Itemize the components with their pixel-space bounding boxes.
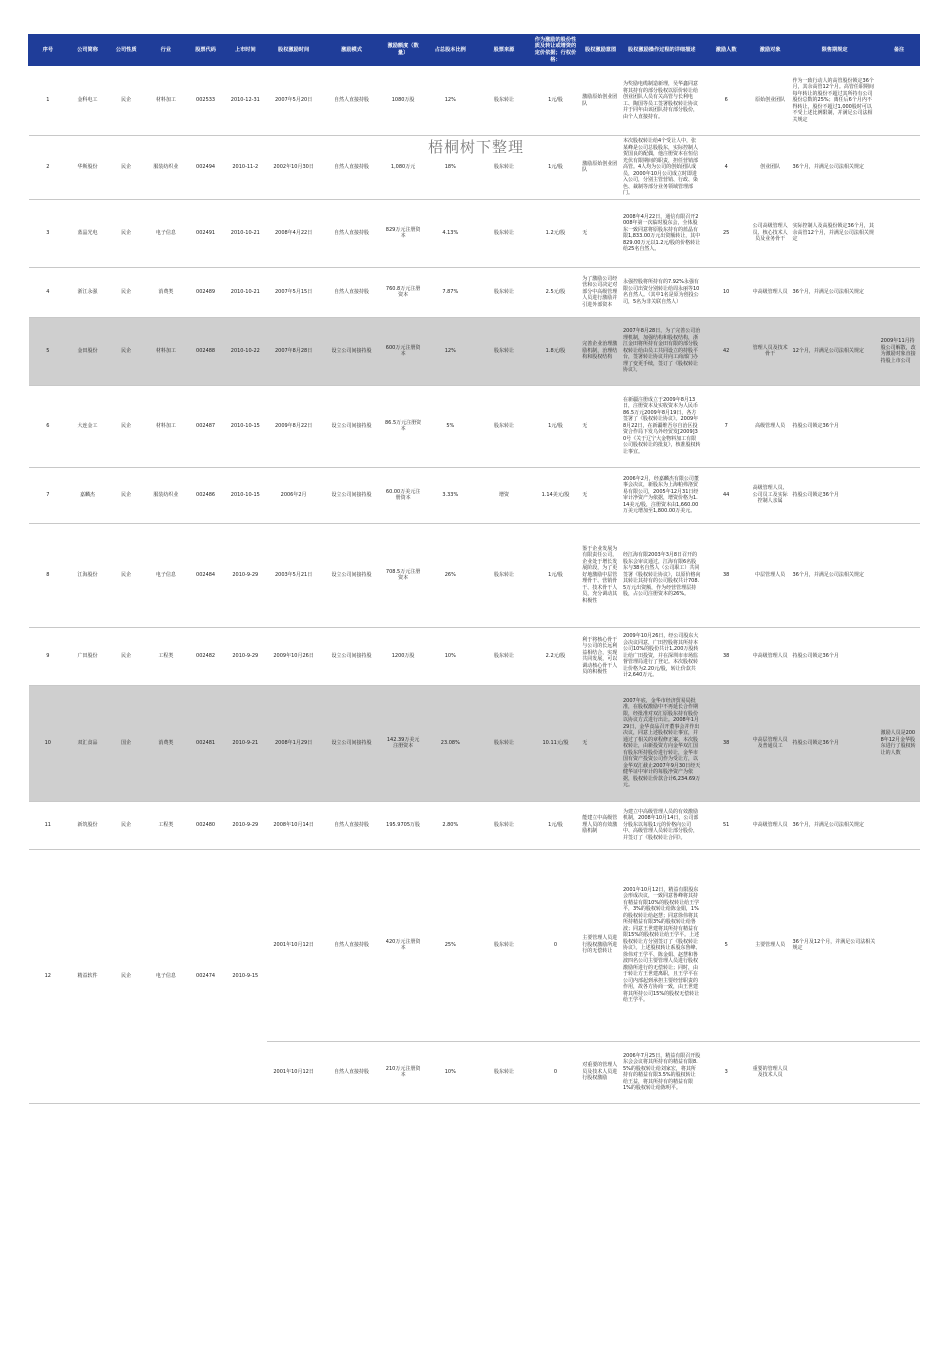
column-header: 限售期规定 <box>791 35 879 66</box>
cell-code: 002488 <box>187 317 223 385</box>
cell-industry: 电子信息 <box>144 199 187 267</box>
cell-count: 10 <box>703 267 750 317</box>
cell-no: 2 <box>29 136 68 200</box>
cell-amount: 195.9705万股 <box>383 801 424 849</box>
cell-industry: 消费类 <box>144 685 187 801</box>
cell-code: 002533 <box>187 66 223 136</box>
cell-price: 1元/股 <box>531 801 580 849</box>
cell-ratio: 4.13% <box>423 199 477 267</box>
cell-count: 7 <box>703 385 750 467</box>
cell-ratio: 26% <box>423 523 477 627</box>
cell-mode: 自然人直接持股 <box>320 849 382 1041</box>
cell-listed: 2010-9-15 <box>224 849 267 1103</box>
cell-name: 金科电工 <box>67 66 108 136</box>
cell-lock <box>791 1041 879 1103</box>
cell-name: 华斯股份 <box>67 136 108 200</box>
cell-lock: 作为一致行动人的高管股份锁定36个月，其余高管12个月。高管任职期间每年转让的股份不超过其所持有公司股份总数的25%；离任后6个月内不得转让，股份不超过1,000股时可以不受上述比例限制，并满足公司法相关规定 <box>791 66 879 136</box>
cell-industry: 消费类 <box>144 267 187 317</box>
cell-intent: 无 <box>580 685 621 801</box>
cell-ratio: 18% <box>423 136 477 200</box>
cell-intent: 无 <box>580 199 621 267</box>
cell-mode: 设立公司间接持股 <box>320 627 382 685</box>
cell-industry: 电子信息 <box>144 849 187 1103</box>
cell-nature: 民企 <box>108 199 144 267</box>
cell-name: 浙江永强 <box>67 267 108 317</box>
cell-time: 2007年5月20日 <box>267 66 321 136</box>
cell-intent: 为了激励公司经营和公司决定对部分中高级管理人员进行激励并引进外部资本 <box>580 267 621 317</box>
table-row <box>29 685 920 801</box>
cell-time: 2009年8月22日 <box>267 385 321 467</box>
incentive-table <box>28 34 920 1104</box>
cell-desc: 永强控股将所持有的7.92%永强有限公司出资分别转让给周永丽等10名自然人。（其中1名是原为创投公司，5名为非关联自然人） <box>621 267 703 317</box>
cell-desc: 本次股权转让给4个受让人中，张某峰是公司总股股东，实际控制人贺国良的配偶，他注册资本在恒信光伏有限期间的职责，担任营销部高管。4人均为公司的创始团队成员，2000年10月公司成立时即进入公司，分别主管营销、行政、染色、裁制等部分业务领域管理部门。 <box>621 136 703 200</box>
table-row <box>29 199 920 267</box>
cell-desc: 为建立中高级管理人员的有效激励机制，2008年10月14日，公司部分股东以每股1元的价格向公司中、高级管理人员转让部分股份，并签订了《股权转让合同》。 <box>621 801 703 849</box>
table-row <box>29 267 920 317</box>
cell-count: 38 <box>703 627 750 685</box>
cell-price: 2.2元/股 <box>531 627 580 685</box>
cell-note <box>879 136 920 200</box>
cell-code: 002489 <box>187 267 223 317</box>
cell-count: 6 <box>703 66 750 136</box>
cell-target: 高级管理人员、公司员工及实际控制人亲属 <box>750 467 791 523</box>
cell-source: 增资 <box>477 467 531 523</box>
column-header: 激励模式 <box>320 35 382 66</box>
cell-amount: 210万元注册资本 <box>383 1041 424 1103</box>
cell-time: 2007年5月15日 <box>267 267 321 317</box>
cell-source: 股东转让 <box>477 849 531 1041</box>
cell-listed: 2010-9-29 <box>224 523 267 627</box>
cell-no: 12 <box>29 849 68 1103</box>
cell-no: 3 <box>29 199 68 267</box>
watermark: 梧桐树下整理 <box>428 138 525 156</box>
cell-time: 2006年2月 <box>267 467 321 523</box>
cell-source: 股东转让 <box>477 267 531 317</box>
cell-no: 7 <box>29 467 68 523</box>
cell-ratio: 12% <box>423 66 477 136</box>
cell-desc: 2006年2月，经嘉麟杰有限公司董事会决议，新股东为上海帕弗洛贸易有限公司，2005年12月31日经审计净资产为依据，增资价格为1.14美元/股，注册资本由1,660.00万美元增加至1,800.00万美元。 <box>621 467 703 523</box>
cell-listed: 2010-9-29 <box>224 627 267 685</box>
cell-ratio: 3.33% <box>423 467 477 523</box>
cell-price: 1.8元/股 <box>531 317 580 385</box>
cell-desc: 2009年10月26日，经公司股东大会决议同意，广田控股将其所持本公司10%的股份共计1,200万股转让给广田投资，并在深圳市市场监督管理局进行了登记。本次股权转让价格为2.20元/股，转让价款共计2,640万元。 <box>621 627 703 685</box>
cell-lock: 36个月，并满足公司法相关规定 <box>791 523 879 627</box>
cell-nature: 民企 <box>108 627 144 685</box>
cell-name: 嘉麟杰 <box>67 467 108 523</box>
cell-source: 股东转让 <box>477 1041 531 1103</box>
cell-name: 大连金工 <box>67 385 108 467</box>
cell-nature: 民企 <box>108 267 144 317</box>
cell-time: 2009年10月26日 <box>267 627 321 685</box>
column-header: 公司简称 <box>67 35 108 66</box>
cell-industry: 材料加工 <box>144 385 187 467</box>
cell-mode: 自然人直接持股 <box>320 801 382 849</box>
column-header: 股权激励操作过程的详细描述 <box>621 35 703 66</box>
cell-ratio: 12% <box>423 317 477 385</box>
cell-mode: 设立公司间接持股 <box>320 523 382 627</box>
cell-code: 002487 <box>187 385 223 467</box>
cell-mode: 设立公司间接持股 <box>320 317 382 385</box>
cell-name: 金田股份 <box>67 317 108 385</box>
cell-amount: 1200万股 <box>383 627 424 685</box>
cell-target: 中高级管理人员 <box>750 627 791 685</box>
column-header: 公司性质 <box>108 35 144 66</box>
cell-target: 创业团队 <box>750 136 791 200</box>
cell-ratio: 5% <box>423 385 477 467</box>
cell-price: 1元/股 <box>531 136 580 200</box>
cell-price: 0 <box>531 1041 580 1103</box>
cell-source: 股东转让 <box>477 385 531 467</box>
cell-nature: 民企 <box>108 801 144 849</box>
cell-listed: 2010-10-15 <box>224 467 267 523</box>
cell-lock: 36个月，并满足公司法相关规定 <box>791 136 879 200</box>
column-header: 序号 <box>29 35 68 66</box>
cell-target: 公司高级管理人员、核心技术人员及业务骨干 <box>750 199 791 267</box>
cell-intent: 激励原始创业团队 <box>580 66 621 136</box>
column-header: 股票来源 <box>477 35 531 66</box>
cell-target: 中层管理人员 <box>750 523 791 627</box>
cell-source: 股东转让 <box>477 136 531 200</box>
cell-listed: 2010-10-21 <box>224 199 267 267</box>
table-row <box>29 627 920 685</box>
cell-count: 5 <box>703 849 750 1041</box>
cell-mode: 设立公司间接持股 <box>320 385 382 467</box>
cell-intent: 能建立中高级管理人员的有效激励机制 <box>580 801 621 849</box>
cell-desc: 2001年10月12日，精益有限股东会形成决议，一致同意鲁峰将其持有精益有限10%的股权转让给王学平，3%的股权转让给陈金娟，1%的股权转让给赵慧；同意徐伟将其所持精益有限3%的股权转让给鲁波；同意王世建将其所持有精益有限15%的股权转让给王学平。上述股权转让方分别签订了《股权转让协议》。上述股权转让系股东鲁峰、徐伟对王学平、陈金娟、赵慧和鲁波四名公司主要管理人员进行股权激励所进行的无偿转让；同时，由于转让方王世建离职，且王学平在公司内部起到承担主要经营职责的作用，故各方协商一致，由王世建将其所持公司15%的股权无偿转让给王学平。 <box>621 849 703 1041</box>
cell-time: 2001年10月12日 <box>267 1041 321 1103</box>
cell-code: 002480 <box>187 801 223 849</box>
cell-code: 002486 <box>187 467 223 523</box>
cell-count: 38 <box>703 685 750 801</box>
cell-target: 中高级管理人员 <box>750 801 791 849</box>
cell-desc: 2008年4月22日，通信有限召开2008年第一次临时股东会，全体股东一致同意将原股东持有的蓝晶有限1,833.00万元出资额转让，其中829.00万元以1.2元/股的价格转让给25名自然人。 <box>621 199 703 267</box>
cell-time: 2008年4月22日 <box>267 199 321 267</box>
cell-no: 9 <box>29 627 68 685</box>
table-row <box>29 523 920 627</box>
cell-nature: 民企 <box>108 849 144 1103</box>
cell-desc: 经江海有限2003年3月8日召开的股东会审议通过，江海有限6名股东与38名自然人（公司职工）共同签署《股权转让协议》，以原价格向其转让其持有的公司股权共计708.5万元出资额，作为经营管理层持股，占公司注册资本的26%。 <box>621 523 703 627</box>
cell-price: 10.11元/股 <box>531 685 580 801</box>
cell-note <box>879 523 920 627</box>
column-header: 股票代码 <box>187 35 223 66</box>
cell-price: 1元/股 <box>531 66 580 136</box>
cell-target: 管理人员及技术骨干 <box>750 317 791 385</box>
cell-count: 44 <box>703 467 750 523</box>
cell-note <box>879 1041 920 1103</box>
cell-note <box>879 267 920 317</box>
cell-price: 0 <box>531 849 580 1041</box>
cell-desc: 2007年8月28日，为了完善公司治理机制，加强结构和股权结构，浙江金田将所持有金田有限的部分股权转让给由员工共同设立的持股平台，签署转让协议并向工商部门办理了变更手续，签订了《股权转让协议》。 <box>621 317 703 385</box>
cell-industry: 服装纺织业 <box>144 136 187 200</box>
cell-lock: 实际控制人及高股份锁定36个月，其余高管12个月，并满足公司法相关规定 <box>791 199 879 267</box>
cell-amount: 420万元注册资本 <box>383 849 424 1041</box>
table-row <box>29 66 920 136</box>
cell-listed: 2010-9-29 <box>224 801 267 849</box>
cell-mode: 自然人直接持股 <box>320 1041 382 1103</box>
cell-listed: 2010-10-21 <box>224 267 267 317</box>
cell-lock: 36个月及12个月，并满足公司法相关规定 <box>791 849 879 1041</box>
cell-lock: 持股公司锁定36个月 <box>791 627 879 685</box>
cell-mode: 设立公司间接持股 <box>320 467 382 523</box>
cell-no: 8 <box>29 523 68 627</box>
cell-time: 2008年1月29日 <box>267 685 321 801</box>
cell-ratio: 25% <box>423 849 477 1041</box>
cell-target: 原始创业团队 <box>750 66 791 136</box>
cell-nature: 民企 <box>108 523 144 627</box>
cell-source: 股东转让 <box>477 317 531 385</box>
cell-time: 2007年8月28日 <box>267 317 321 385</box>
cell-count: 42 <box>703 317 750 385</box>
cell-source: 股东转让 <box>477 523 531 627</box>
cell-name: 双汇食品 <box>67 685 108 801</box>
cell-industry: 材料加工 <box>144 317 187 385</box>
cell-industry: 电子信息 <box>144 523 187 627</box>
cell-amount: 708.5万元注册资本 <box>383 523 424 627</box>
cell-source: 股东转让 <box>477 685 531 801</box>
cell-intent: 无 <box>580 385 621 467</box>
cell-no: 6 <box>29 385 68 467</box>
cell-listed: 2010-12-31 <box>224 66 267 136</box>
cell-nature: 民企 <box>108 467 144 523</box>
cell-name: 广田股份 <box>67 627 108 685</box>
cell-listed: 2010-11-2 <box>224 136 267 200</box>
cell-intent: 鉴于企业发展为有限责任公司，企业处于增长发展阶段，为了更好地激励中层管理骨干、营销骨干、技术骨干人员，充分调动其积极性 <box>580 523 621 627</box>
cell-desc: 为奖励电缆制造新理，吴华鑫同意将其持有的部分股权以原价转让给创业团队人员有关高管与长利电工、陶国等员工签署股权转让协议并于同年由该团队持有部分股份，由个人直接持有。 <box>621 66 703 136</box>
cell-industry: 材料加工 <box>144 66 187 136</box>
cell-code: 002484 <box>187 523 223 627</box>
cell-desc: 在新疆注册成立于2009年8月13日，注册资本及实收资本为人民币86.5万元2009年8月19日，各方签署了《股权转让协议》。2009年8月22日，在新疆维吾尔自治区投资合作局下发乌外经贸发[2009]30号《关于辽宁大金物料加工有限公司股权转让的批复》，核准股权转让事宜。 <box>621 385 703 467</box>
cell-code: 002474 <box>187 849 223 1103</box>
cell-time: 2001年10月12日 <box>267 849 321 1041</box>
cell-note: 2009年11月持股公司解散，改为激励对象直接持股上市公司 <box>879 317 920 385</box>
cell-industry: 工程类 <box>144 801 187 849</box>
cell-note: 激励人员是2008年12月金华股东进行了股权转让的人数 <box>879 685 920 801</box>
cell-code: 002494 <box>187 136 223 200</box>
table-body <box>29 66 920 1104</box>
cell-note <box>879 66 920 136</box>
cell-intent: 完善企业治理激励机制，治理结构和股权结构 <box>580 317 621 385</box>
cell-lock: 持股公司锁定36个月 <box>791 685 879 801</box>
table-row <box>29 801 920 849</box>
cell-lock: 36个月，并满足公司法相关规定 <box>791 267 879 317</box>
cell-price: 1.2元/股 <box>531 199 580 267</box>
cell-target: 中高级管理人员 <box>750 267 791 317</box>
cell-intent: 激励原始创业团队 <box>580 136 621 200</box>
cell-lock: 持股公司锁定36个月 <box>791 467 879 523</box>
cell-no: 4 <box>29 267 68 317</box>
cell-lock: 12个月，并满足公司法相关规定 <box>791 317 879 385</box>
cell-source: 股东转让 <box>477 627 531 685</box>
cell-name: 江海股份 <box>67 523 108 627</box>
cell-code: 002481 <box>187 685 223 801</box>
cell-no: 11 <box>29 801 68 849</box>
cell-time: 2003年5月21日 <box>267 523 321 627</box>
table-row <box>29 467 920 523</box>
cell-listed: 2010-10-15 <box>224 385 267 467</box>
cell-industry: 工程类 <box>144 627 187 685</box>
cell-name: 精益软件 <box>67 849 108 1103</box>
cell-target: 主要管理人员 <box>750 849 791 1041</box>
cell-amount: 1080万股 <box>383 66 424 136</box>
cell-count: 38 <box>703 523 750 627</box>
cell-lock: 持股公司锁定36个月 <box>791 385 879 467</box>
cell-no: 5 <box>29 317 68 385</box>
cell-ratio: 10% <box>423 627 477 685</box>
cell-price: 1元/股 <box>531 523 580 627</box>
cell-nature: 国企 <box>108 685 144 801</box>
cell-amount: 1,080万元 <box>383 136 424 200</box>
cell-source: 股东转让 <box>477 66 531 136</box>
cell-desc: 2006年7月25日，精益有限召开股东会会议将其所持有的精益有限8.5%的股权转让给刘家宏，将其所持有的精益有限3.5%的股权转让给王益，将其所持有的精益有限1%的股权转让给陈明平。 <box>621 1041 703 1103</box>
cell-intent: 无 <box>580 467 621 523</box>
cell-nature: 民企 <box>108 66 144 136</box>
table-row <box>29 317 920 385</box>
cell-mode: 自然人直接持股 <box>320 267 382 317</box>
cell-price: 1.14美元/股 <box>531 467 580 523</box>
cell-count: 4 <box>703 136 750 200</box>
cell-amount: 600万元注册资本 <box>383 317 424 385</box>
cell-listed: 2010-10-22 <box>224 317 267 385</box>
cell-amount: 760.8万元注册资本 <box>383 267 424 317</box>
cell-target: 重要的管理人员及技术人员 <box>750 1041 791 1103</box>
cell-nature: 民企 <box>108 385 144 467</box>
table-row <box>29 849 920 1041</box>
column-header: 激励额度（数量） <box>383 35 424 66</box>
cell-intent: 利于将核心骨干与公司的长远利益相结合，实现共同发展，可以调动核心骨干人员的积极性 <box>580 627 621 685</box>
cell-price: 1元/股 <box>531 385 580 467</box>
cell-name: 新筑股份 <box>67 801 108 849</box>
cell-note <box>879 849 920 1041</box>
cell-amount: 86.5万元注册资本 <box>383 385 424 467</box>
cell-note <box>879 801 920 849</box>
column-header: 股权激励意图 <box>580 35 621 66</box>
cell-count: 25 <box>703 199 750 267</box>
cell-target: 中高层管理人员及普通员工 <box>750 685 791 801</box>
cell-mode: 设立公司间接持股 <box>320 685 382 801</box>
cell-mode: 自然人直接持股 <box>320 199 382 267</box>
cell-note <box>879 467 920 523</box>
column-header: 备注 <box>879 35 920 66</box>
cell-intent: 对重要的管理人员及技术人员进行股权激励 <box>580 1041 621 1103</box>
cell-mode: 自然人直接持股 <box>320 66 382 136</box>
cell-lock: 36个月，并满足公司法相关规定 <box>791 801 879 849</box>
cell-ratio: 7.87% <box>423 267 477 317</box>
column-header: 行业 <box>144 35 187 66</box>
cell-amount: 829万元注册资本 <box>383 199 424 267</box>
cell-ratio: 2.80% <box>423 801 477 849</box>
cell-time: 2002年10月30日 <box>267 136 321 200</box>
column-header: 作为激励的股份性质及转让或增资的定价依据；行权价格： <box>531 35 580 66</box>
cell-note <box>879 385 920 467</box>
cell-nature: 民企 <box>108 136 144 200</box>
table-row <box>29 385 920 467</box>
cell-code: 002482 <box>187 627 223 685</box>
cell-listed: 2010-9-21 <box>224 685 267 801</box>
header-row <box>29 35 920 66</box>
cell-mode: 自然人直接持股 <box>320 136 382 200</box>
column-header: 激励人数 <box>703 35 750 66</box>
cell-amount: 142.39万美元注册资本 <box>383 685 424 801</box>
cell-no: 1 <box>29 66 68 136</box>
cell-ratio: 10% <box>423 1041 477 1103</box>
column-header: 激励对象 <box>750 35 791 66</box>
table-row <box>29 136 920 200</box>
column-header: 上市时间 <box>224 35 267 66</box>
cell-no: 10 <box>29 685 68 801</box>
cell-desc: 2007年底，金华市经济贸易局批准，在股权激励中不再延长合作期限，经批准对双汇原股东持有股份以协议方式进行出让。2008年1月29日，金华食品召开董事会并作出决议，同意上述股权转让事宜，并通过了相关的章程修正案。本次股权转让，由新投资方向金华双汇国有股东所持股份进行转让，金华市国有资产投资公司作为受让方，以金华双汇截止2007年9月30日经天健华证中审计的每股净资产为依据，股权转让价款合计6,234.69万元。 <box>621 685 703 801</box>
cell-note <box>879 199 920 267</box>
cell-amount: 60.00万美元注册资本 <box>383 467 424 523</box>
cell-count: 51 <box>703 801 750 849</box>
cell-industry: 服装纺织业 <box>144 467 187 523</box>
cell-intent: 主要管理人员进行股权激励所进行的无偿转让 <box>580 849 621 1041</box>
cell-target: 高级管理人员 <box>750 385 791 467</box>
cell-nature: 民企 <box>108 317 144 385</box>
cell-name: 蓝晶光电 <box>67 199 108 267</box>
cell-count: 3 <box>703 1041 750 1103</box>
cell-source: 股东转让 <box>477 801 531 849</box>
cell-price: 2.5元/股 <box>531 267 580 317</box>
column-header: 股权激励时间 <box>267 35 321 66</box>
cell-source: 股东转让 <box>477 199 531 267</box>
column-header: 占总股本比例 <box>423 35 477 66</box>
cell-code: 002491 <box>187 199 223 267</box>
cell-ratio: 23.08% <box>423 685 477 801</box>
cell-note <box>879 627 920 685</box>
cell-time: 2008年10月14日 <box>267 801 321 849</box>
